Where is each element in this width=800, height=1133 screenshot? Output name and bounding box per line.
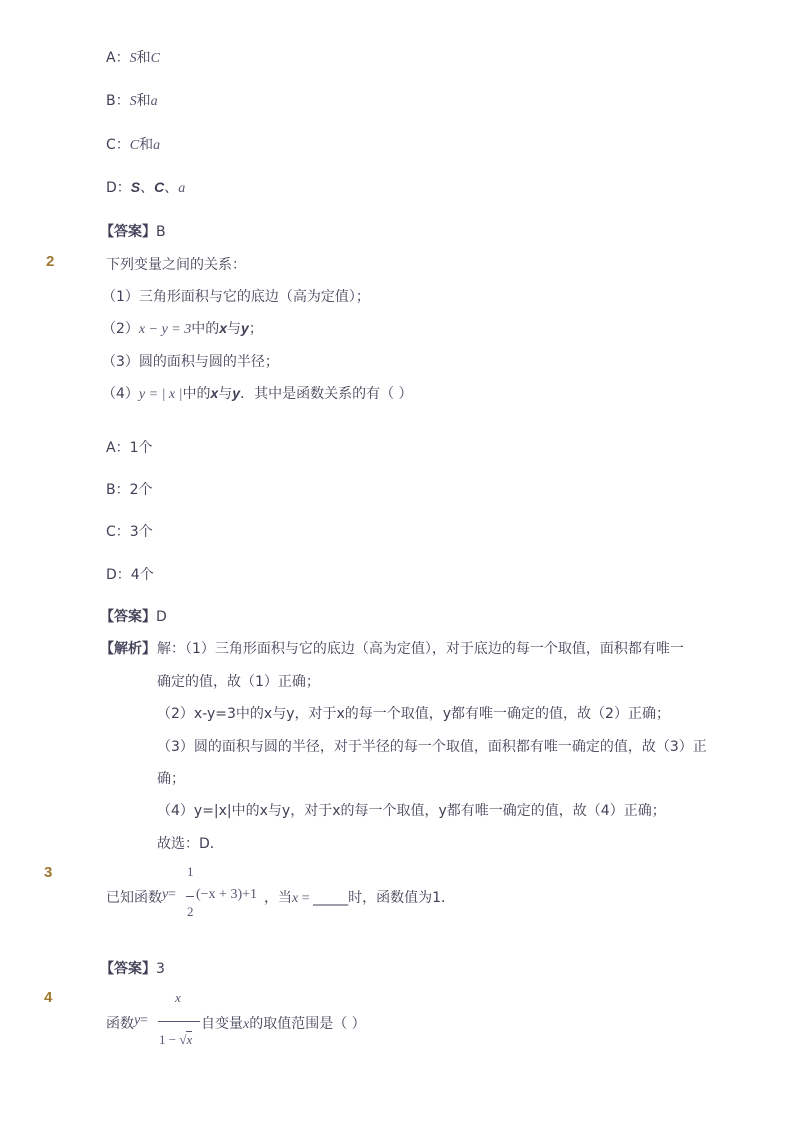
math-operator: = — [168, 887, 176, 902]
item-text: 与 — [227, 321, 242, 337]
option-text: 2个 — [129, 482, 153, 498]
q1-option-c — [106, 134, 160, 154]
math-var: a — [150, 94, 158, 109]
answer-tag: 【答案】 — [100, 609, 156, 625]
question-text — [264, 887, 455, 907]
math-var: x — [292, 891, 299, 906]
option-text: 1个 — [129, 440, 153, 456]
fraction-numerator: x — [175, 990, 181, 1005]
question-item-3: （3）圆的面积与圆的半径； — [102, 354, 279, 370]
question-number: 3 — [44, 864, 53, 881]
answer-blank: _____ — [313, 890, 349, 906]
question-stem: 已知函数 — [106, 890, 162, 906]
option-text: 和 — [136, 50, 151, 66]
option-label: B： — [106, 482, 130, 498]
fraction-numerator: 1 — [187, 864, 194, 879]
math-var: y — [241, 320, 249, 336]
q2-answer — [100, 606, 167, 626]
question-item-2 — [102, 318, 263, 338]
math-var: x — [243, 1017, 250, 1032]
math-var: y — [232, 385, 241, 401]
option-label: A： — [106, 440, 130, 456]
option-label: C： — [106, 137, 130, 153]
answer-value: 3 — [156, 961, 165, 977]
answer-value: B — [156, 224, 166, 240]
math-var: y — [162, 887, 169, 902]
q1-option-d — [106, 177, 185, 197]
text: 的取值范围是（ ） — [249, 1016, 366, 1032]
analysis-tag: 【解析】 — [100, 641, 156, 657]
q3-answer — [100, 958, 165, 978]
item-text: ； — [248, 321, 263, 337]
q2-option-a — [106, 437, 153, 457]
math-operator: = — [140, 1013, 148, 1028]
option-label: D： — [106, 180, 131, 196]
text: 自变量 — [201, 1016, 243, 1032]
option-label: A： — [106, 50, 130, 66]
fraction-bar — [158, 1021, 200, 1022]
option-label: B： — [106, 93, 130, 109]
math-expression: x − y = 3 — [138, 322, 192, 337]
math-var: C — [150, 51, 160, 66]
math-expression: y = | x | — [138, 387, 183, 402]
analysis-line: （2）x-y=3中的x与y，对于x的每一个取值，y都有唯一确定的值，故（2）正确； — [157, 706, 670, 722]
math-var: a — [153, 138, 161, 153]
option-label: C： — [106, 524, 130, 540]
math-var: S — [129, 51, 137, 66]
analysis-line: 解：（1）三角形面积与它的底边（高为定值），对于底边的每一个取值，面积都有唯一 — [157, 641, 684, 657]
q2-option-d — [106, 564, 154, 584]
item-prefix: （4） — [102, 386, 139, 402]
sqrt-icon: √ — [179, 1032, 187, 1047]
option-text: 、 — [140, 180, 155, 196]
question-stem: 函数 — [106, 1016, 134, 1032]
math-var: x — [210, 385, 219, 401]
q2-option-c — [106, 521, 153, 541]
text: 时，函数值为1． — [348, 890, 456, 906]
option-text: 和 — [139, 137, 154, 153]
q1-option-a — [106, 47, 160, 67]
fraction-bar — [186, 896, 194, 897]
analysis-line: 故选：D． — [157, 836, 224, 852]
item-text: 中的 — [182, 386, 211, 402]
analysis-line: 确； — [157, 771, 185, 787]
math-var: a — [178, 181, 186, 196]
item-text: 中的 — [191, 321, 220, 337]
option-text: 4个 — [130, 567, 154, 583]
q2-option-b — [106, 479, 153, 499]
math-var: S — [129, 94, 137, 109]
fraction-denominator: 2 — [187, 904, 194, 919]
option-text: 、 — [164, 180, 179, 196]
item-prefix: （2） — [102, 321, 139, 337]
analysis-line: 确定的值，故（1）正确； — [157, 674, 320, 690]
math-operator: = — [298, 891, 314, 906]
denominator-text: 1 − — [159, 1032, 180, 1047]
math-var: y — [134, 1013, 141, 1028]
q1-answer — [100, 221, 166, 241]
q1-option-b — [106, 90, 158, 110]
math-var: C — [129, 138, 140, 153]
question-number: 4 — [44, 989, 53, 1006]
option-label: D： — [106, 567, 131, 583]
analysis-line: （3）圆的面积与圆的半径，对于半径的每一个取值，面积都有唯一确定的值，故（3）正 — [157, 739, 707, 755]
math-var: S — [130, 179, 141, 195]
question-number: 2 — [46, 253, 55, 270]
math-var: C — [154, 179, 165, 195]
math-var: x — [186, 1032, 193, 1047]
answer-tag: 【答案】 — [100, 961, 156, 977]
item-text: 与 — [218, 386, 233, 402]
question-stem: 下列变量之间的关系： — [106, 257, 246, 273]
item-text: ．其中是函数关系的有（ ） — [240, 386, 413, 402]
question-item-4 — [102, 383, 413, 403]
answer-value: D — [156, 609, 167, 625]
math-var: x — [219, 320, 228, 336]
option-text: 3个 — [129, 524, 153, 540]
math-expression: (−x + 3)+1 — [196, 887, 258, 902]
text: ，当 — [264, 890, 292, 906]
fraction-denominator — [159, 1031, 192, 1048]
question-item-1: （1）三角形面积与它的底边（高为定值）； — [102, 289, 370, 305]
option-text: 和 — [136, 93, 151, 109]
question-text — [201, 1013, 366, 1033]
analysis-line: （4）y=|x|中的x与y，对于x的每一个取值，y都有唯一确定的值，故（4）正确； — [157, 803, 666, 819]
answer-tag: 【答案】 — [100, 224, 156, 240]
